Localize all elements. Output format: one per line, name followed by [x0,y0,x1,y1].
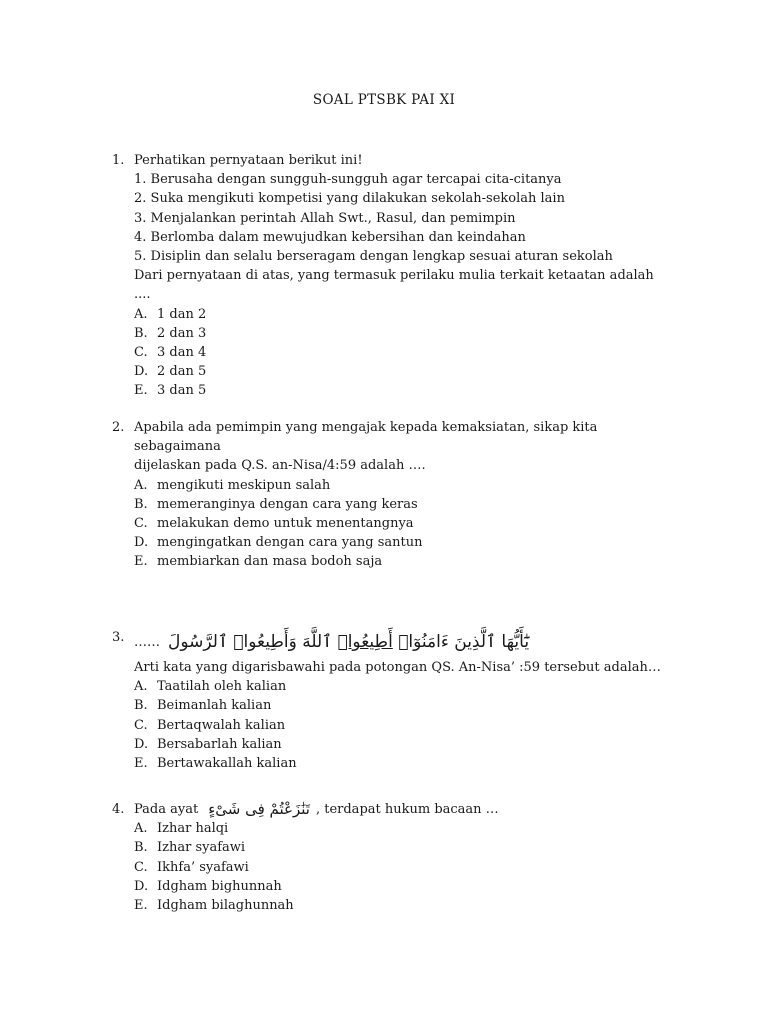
option-e: E. 3 dan 5 [134,383,207,399]
option-b: B. memeranginya dengan cara yang keras [134,496,418,512]
option-d: D. 2 dan 5 [134,364,207,380]
option-a: A. mengikuti meskipun salah [134,477,331,493]
underlined-word: أَطِيعُوا۟ [337,632,393,653]
statement-item: 5. Disiplin dan selalu berseragam dengan lengkap sesuai aturan sekolah [134,249,613,265]
question-number: 1. [112,153,125,168]
option-c: C. 3 dan 4 [134,345,207,361]
question-text: Arti kata yang digarisbawahi pada potongan QS. An-Nisa’ :59 tersebut adalah… [134,660,661,675]
option-c: C. melakukan demo untuk menentangnya [134,516,414,532]
question-2 [112,418,672,572]
option-a: A. 1 dan 2 [134,306,207,322]
question-text: Pada ayat تَنَٰزَعْتُمْ فِى شَىْءٍ , terdapat hukum bacaan … [134,800,499,818]
option-e: E. Idgham bilaghunnah [134,898,294,914]
option-c: C. Ikhfa’ syafawi [134,859,249,875]
question-text: dijelaskan pada Q.S. an-Nisa/4:59 adalah …. [134,458,426,474]
option-d: D. Idgham bighunnah [134,878,282,894]
question-number: 3. [112,630,125,645]
question-4 [112,800,672,915]
option-d: D. mengingatkan dengan cara yang santun [134,535,423,551]
option-b: B. 2 dan 3 [134,325,207,341]
statement-item: 3. Menjalankan perintah Allah Swt., Rasul, dan pemimpin [134,210,516,226]
option-c: C. Bertaqwalah kalian [134,717,286,733]
question-intro: Perhatikan pernyataan berikut ini! [134,153,363,168]
statement-item: 4. Berlomba dalam mewujudkan kebersihan dan keindahan [134,229,526,245]
option-b: B. Beimanlah kalian [134,698,272,714]
statement-item: 1. Berusaha dengan sungguh-sungguh agar tercapai cita-citanya [134,172,562,188]
option-e: E. membiarkan dan masa bodoh saja [134,554,383,570]
question-text: Apabila ada pemimpin yang mengajak kepada kemaksiatan, sikap kita sebagaimana [134,420,598,455]
option-a: A. Taatilah oleh kalian [134,679,287,695]
option-a: A. Izhar halqi [134,821,229,837]
option-e: E. Bertawakallah kalian [134,756,297,772]
question-3 [112,628,672,773]
quran-excerpt [134,628,672,658]
arabic-verse: يَٰٓأَيُّهَا ٱلَّذِينَ ءَامَنُوٓا۟ أَطِيعُوا۟ ٱللَّهَ وَأَطِيعُوا۟ ٱلرَّسُولَ [168,632,530,653]
question-1 [112,151,672,401]
option-b: B. Izhar syafawi [134,840,246,856]
ellipsis-text: …… [134,635,160,651]
question-number: 2. [112,420,125,435]
statement-item: 2. Suka mengikuti kompetisi yang dilakukan sekolah-sekolah lain [134,191,565,207]
page-title: SOAL PTSBK PAI XI [312,92,456,108]
option-d: D. Bersabarlah kalian [134,736,282,752]
question-text: Dari pernyataan di atas, yang termasuk perilaku mulia terkait ketaatan adalah .... [134,268,654,303]
question-number: 4. [112,802,125,817]
arabic-phrase: تَنَٰزَعْتُمْ فِى شَىْءٍ [208,800,310,818]
